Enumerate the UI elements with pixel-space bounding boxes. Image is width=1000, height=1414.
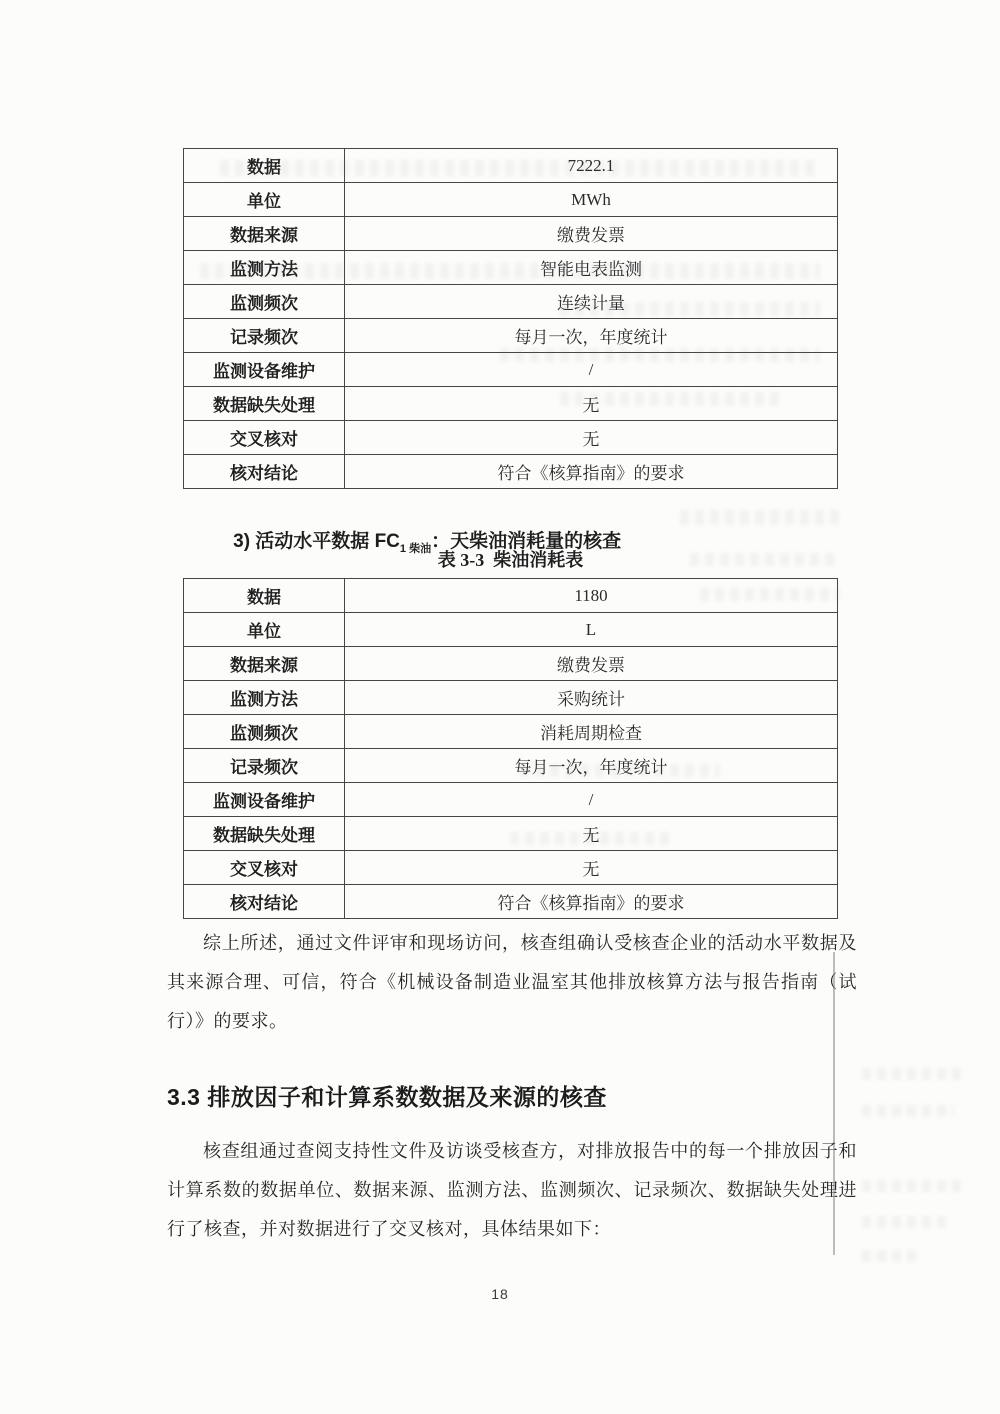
table-row	[184, 783, 838, 817]
row-label: 数据缺失处理	[184, 387, 345, 421]
row-label: 数据来源	[184, 217, 345, 251]
row-label: 单位	[184, 613, 345, 647]
row-label: 数据	[184, 579, 345, 613]
row-value: 7222.1	[345, 149, 838, 183]
row-value: MWh	[345, 183, 838, 217]
table-row	[184, 183, 838, 217]
scan-artifact	[680, 510, 840, 525]
table-row	[184, 217, 838, 251]
scan-artifact	[862, 1105, 954, 1117]
row-value: 每月一次，年度统计	[345, 749, 838, 783]
row-label: 监测方法	[184, 251, 345, 285]
scan-artifact	[862, 1068, 966, 1080]
row-label: 记录频次	[184, 749, 345, 783]
row-label: 数据	[184, 149, 345, 183]
row-label: 单位	[184, 183, 345, 217]
table-row	[184, 455, 838, 489]
table-row	[184, 251, 838, 285]
scan-artifact	[862, 1250, 922, 1262]
row-label: 交叉核对	[184, 851, 345, 885]
row-value: 无	[345, 817, 838, 851]
summary-paragraph: 综上所述，通过文件评审和现场访问，核查组确认受核查企业的活动水平数据及其来源合理、可信，符合《机械设备制造业温室其他排放核算方法与报告指南（试行）》的要求。	[167, 933, 857, 1031]
table-row	[184, 749, 838, 783]
row-label: 核对结论	[184, 455, 345, 489]
table-row	[184, 353, 838, 387]
row-label: 核对结论	[184, 885, 345, 919]
heading-prefix: 3) 活动水平数据 FC	[233, 531, 400, 552]
row-value: 消耗周期检查	[345, 715, 838, 749]
table-row	[184, 715, 838, 749]
row-label: 监测设备维护	[184, 783, 345, 817]
row-label: 监测设备维护	[184, 353, 345, 387]
row-label: 监测频次	[184, 715, 345, 749]
row-value: 无	[345, 421, 838, 455]
table-row	[184, 149, 838, 183]
table-row	[184, 817, 838, 851]
row-label: 交叉核对	[184, 421, 345, 455]
table-row	[184, 647, 838, 681]
scan-artifact	[862, 1180, 962, 1192]
page-number: 18	[491, 1286, 509, 1302]
diesel-data-table	[183, 578, 838, 919]
table-row	[184, 681, 838, 715]
scan-artifact	[862, 1216, 950, 1228]
row-value: 缴费发票	[345, 217, 838, 251]
emission-factor-paragraph: 核查组通过查阅支持性文件及访谈受核查方，对排放报告中的每一个排放因子和计算系数的数据单位、数据来源、监测方法、监测频次、记录频次、数据缺失处理进行了核查，并对数据进行了交叉核对，具体结果如下：	[167, 1141, 857, 1239]
heading-suffix: ：天柴油消耗量的核查	[431, 531, 622, 552]
row-label: 监测方法	[184, 681, 345, 715]
table-row	[184, 579, 838, 613]
row-value: 1180	[345, 579, 838, 613]
heading-subscript: 1 柴油	[399, 543, 432, 555]
row-label: 数据来源	[184, 647, 345, 681]
row-value: 无	[345, 851, 838, 885]
electricity-data-table	[183, 148, 838, 489]
table-row	[184, 319, 838, 353]
row-label: 记录频次	[184, 319, 345, 353]
table-caption: 表 3-3 柴油消耗表	[437, 550, 584, 570]
table-row	[184, 285, 838, 319]
row-value: 智能电表监测	[345, 251, 838, 285]
row-value: 符合《核算指南》的要求	[345, 885, 838, 919]
row-value: /	[345, 353, 838, 387]
table-row	[184, 851, 838, 885]
table-row	[184, 613, 838, 647]
row-value: 采购统计	[345, 681, 838, 715]
table-row	[184, 885, 838, 919]
row-label: 数据缺失处理	[184, 817, 345, 851]
table-row	[184, 387, 838, 421]
row-value: 每月一次，年度统计	[345, 319, 838, 353]
table-row	[184, 421, 838, 455]
row-value: 连续计量	[345, 285, 838, 319]
row-value: 无	[345, 387, 838, 421]
row-label: 监测频次	[184, 285, 345, 319]
row-value: /	[345, 783, 838, 817]
row-value: 缴费发票	[345, 647, 838, 681]
row-value: 符合《核算指南》的要求	[345, 455, 838, 489]
row-value: L	[345, 613, 838, 647]
section-heading-3-3: 3.3 排放因子和计算系数数据及来源的核查	[167, 1084, 607, 1111]
